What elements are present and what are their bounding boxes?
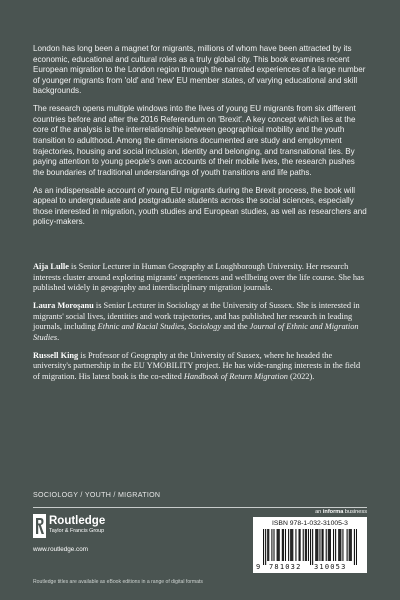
barcode-bar: [265, 529, 266, 565]
blurb-paragraph: London has long been a magnet for migrants, millions of whom have been attracted by its economic, educational and cultural roles as a truly global city. This book examines recent European migration to the London region through the narrated experiences of a large number of younger migrants from 'old' and 'new' EU member states, of varying educational and skill backgrounds.: [33, 44, 366, 96]
routledge-r-icon: [33, 514, 46, 538]
barcode-bar: [279, 529, 280, 561]
informa-suffix: business: [343, 509, 367, 515]
barcode-bar: [350, 529, 351, 561]
barcode-bar: [271, 529, 272, 561]
barcode-bar: [328, 529, 329, 561]
barcode-bar: [319, 529, 320, 561]
barcode-bar: [308, 529, 309, 561]
subject-category: SOCIOLOGY / YOUTH / MIGRATION: [33, 491, 161, 499]
author-bio-lulle: [33, 262, 367, 294]
barcode-bar: [326, 529, 327, 561]
barcode-bar: [299, 529, 300, 561]
book-blurb: [33, 44, 367, 235]
barcode-bar: [277, 529, 278, 561]
barcode-bar: [349, 529, 350, 561]
barcode-bar: [330, 529, 331, 561]
barcode-bar: [291, 529, 292, 561]
barcode-digits-left: 781032: [269, 563, 302, 571]
barcode-bar: [267, 529, 268, 561]
author-bio-text: is Senior Lecturer in Sociology at the University of Sussex. She is interested in migrants' social lives, identities and work trajectories, and has published her research in leading journals, including: [33, 300, 360, 332]
barcode-bar: [333, 529, 334, 561]
blurb-paragraph: As an indispensable account of young EU migrants during the Brexit process, the book will appeal to undergraduate and postgraduate students across the social sciences, especially those interested in migration, youth studies and European studies, as well as researchers and policy-makers.: [33, 185, 367, 227]
ebook-note: Routledge titles are available as eBook editions in a range of digital formats: [33, 579, 203, 585]
barcode-bar: [340, 529, 341, 561]
barcode-bar: [268, 529, 269, 561]
author-name: Laura Moroşanu: [33, 300, 94, 310]
blurb-paragraph: The research opens multiple windows into the lives of young EU migrants from six different countries before and after the 2016 Referendum on 'Brexit'. A key concept which lies at the core of the analysis is the interrelationship between geographical mobility and the youth transition to adulthood. Among the dimensions documented are study and employment trajectories, housing and social inclusion, identity and belonging, and transnational ties. By paying attention to young people's own accounts of their mobile lives, the research pushes the boundaries of traditional understandings of youth transitions and life paths.: [33, 104, 356, 177]
barcode-bar: [282, 529, 283, 561]
isbn-label: ISBN 978-1-032-31005-3: [272, 520, 348, 527]
barcode-bar: [323, 529, 324, 561]
author-bio-king: [33, 351, 367, 383]
author-bio-text: .: [57, 332, 60, 342]
author-name: Russell King: [33, 350, 79, 360]
author-bios: [33, 262, 367, 390]
barcode-bar: [285, 529, 286, 561]
barcode-bar: [288, 529, 289, 561]
barcode-bars: [263, 529, 357, 565]
author-bio-text: is Senior Lecturer in Human Geography at Loughborough University. Her research interests cluster around exploring migrants' experiences and wellbeing over the life course. She has published widely in geography and interdisciplinary migration journals.: [33, 262, 364, 293]
barcode-digit-first: 9: [256, 563, 261, 571]
barcode-bar: [295, 529, 296, 561]
author-bio-text: and the: [221, 322, 250, 332]
publisher-logo: [33, 514, 163, 554]
barcode-bar: [316, 529, 317, 561]
barcode-bar: [342, 529, 343, 561]
journal-title: Journal of Ethnic and Migration Studies: [33, 322, 359, 342]
barcode-bar: [263, 529, 264, 565]
barcode-bar: [335, 529, 336, 561]
barcode-bar: [278, 529, 279, 561]
barcode-bar: [273, 529, 274, 561]
journal-titles: Ethnic and Racial Studies, Sociology: [97, 322, 222, 332]
publisher-group: Taylor & Francis Group: [49, 528, 105, 534]
book-title: Handbook of Return Migration: [183, 371, 288, 381]
barcode-bar: [305, 529, 306, 561]
barcode-bar: [329, 529, 330, 561]
barcode-bar: [300, 529, 301, 561]
barcode-bar: [339, 529, 340, 561]
author-bio-morosanu: [33, 301, 367, 343]
barcode-bar: [317, 529, 318, 561]
barcode-bar: [338, 529, 339, 561]
barcode-bar: [306, 529, 307, 561]
informa-brand: informa: [322, 509, 344, 515]
barcode-bar: [283, 529, 284, 561]
divider-line: [33, 507, 367, 508]
barcode-bar: [315, 529, 316, 561]
author-bio-text: is Professor of Geography at the University of Sussex, where he headed the university's partnership in the EU YMOBILITY project. He has wide-ranging interests in the field of migration. His latest book is the co-edited: [33, 350, 361, 381]
barcode-bar: [347, 529, 348, 561]
author-bio-text: (2022).: [287, 371, 315, 381]
publisher-url: www.routledge.com: [33, 546, 88, 553]
barcode-bar: [354, 529, 355, 565]
barcode-bar: [303, 529, 304, 561]
barcode-bar: [351, 529, 352, 561]
barcode-bar: [312, 529, 313, 565]
author-name: Aija Lulle: [33, 262, 69, 271]
barcode-bar: [292, 529, 293, 561]
informa-tagline: [315, 509, 367, 515]
barcode-bar: [321, 529, 322, 561]
publisher-name: Routledge: [49, 515, 106, 527]
barcode-bar: [310, 529, 311, 565]
informa-prefix: an: [315, 509, 323, 515]
barcode-bar: [290, 529, 291, 561]
barcode-digits-right: 310053: [314, 563, 347, 571]
barcode-bar: [356, 529, 357, 565]
isbn-barcode: [253, 517, 367, 573]
